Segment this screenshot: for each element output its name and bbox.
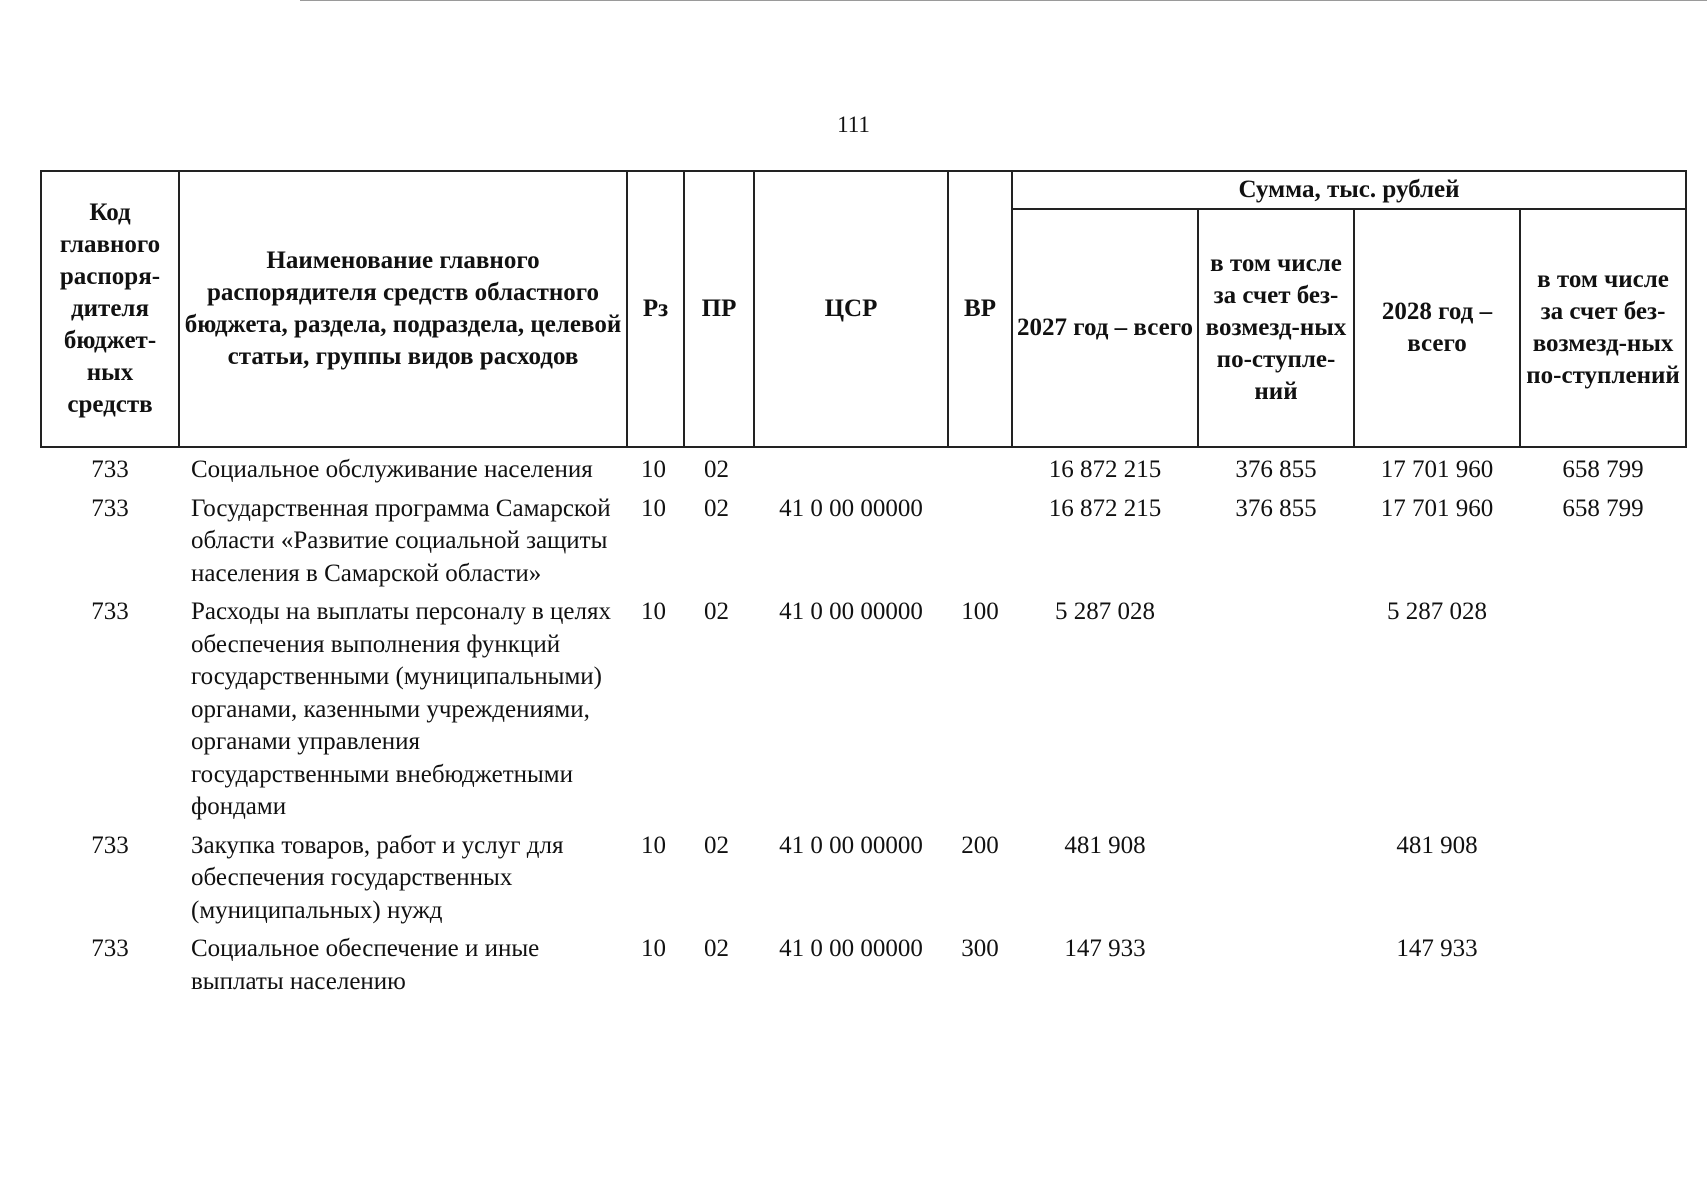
cell-rz: 10 [641, 831, 666, 859]
cell-code: 733 [91, 935, 129, 962]
cell-rz: 10 [641, 456, 666, 483]
header-vr: ВР [948, 171, 1012, 447]
table-row [41, 447, 1686, 487]
cell-2028-total: 147 933 [1396, 935, 1478, 962]
page-number: 111 [837, 112, 870, 137]
header-csr: ЦСР [754, 171, 948, 447]
cell-rz: 10 [641, 935, 666, 962]
cell-pr: 02 [704, 494, 729, 522]
cell-name: Закупка товаров, работ и услуг для обеспечения государственных (муниципальных) нужд [191, 831, 564, 924]
cell-rz: 10 [641, 494, 666, 522]
table-row [41, 824, 1686, 928]
header-code: Код главного распоря-дителя бюджет-ных средств [41, 171, 179, 447]
cell-2027-total: 16 872 215 [1048, 494, 1162, 522]
cell-name: Государственная программа Самарской области «Развитие социальной защиты населения в Самарской области» [191, 494, 611, 587]
header-2028-grants: в том числе за счет без-возмезд-ных по-ступлений [1520, 209, 1686, 447]
table-row [41, 927, 1686, 998]
cell-code: 733 [91, 598, 129, 625]
header-sum: Сумма, тыс. рублей [1012, 171, 1686, 209]
cell-2028-total: 481 908 [1396, 831, 1478, 859]
header-rz: Рз [627, 171, 684, 447]
header-2028-total: 2028 год – всего [1354, 209, 1520, 447]
cell-csr: 41 0 00 00000 [779, 935, 923, 962]
budget-table [40, 170, 1687, 998]
cell-csr: 41 0 00 00000 [779, 598, 923, 625]
scan-top-rule [300, 0, 1707, 1]
cell-rz: 10 [641, 598, 666, 625]
cell-vr: 300 [961, 935, 999, 962]
cell-2027-grants [1198, 927, 1354, 998]
cell-2028-total: 5 287 028 [1387, 598, 1487, 625]
cell-name: Расходы на выплаты персоналу в целях обеспечения выполнения функций государственными (муниципальными) органами, казенными учреждениями, органами управления государственными внебюджетными фондами [191, 598, 611, 820]
header-2027-total: 2027 год – всего [1012, 209, 1198, 447]
cell-pr: 02 [704, 456, 729, 483]
cell-2027-grants: 376 855 [1235, 494, 1317, 522]
cell-vr: 200 [961, 831, 999, 859]
cell-2028-grants: 658 799 [1562, 494, 1644, 522]
cell-vr [948, 447, 1012, 487]
cell-name: Социальное обеспечение и иные выплаты населению [191, 935, 540, 995]
table-row [41, 590, 1686, 824]
cell-2027-grants [1198, 590, 1354, 824]
cell-2027-grants: 376 855 [1235, 456, 1317, 483]
cell-2028-grants [1520, 927, 1686, 998]
cell-vr: 100 [961, 598, 999, 625]
cell-code: 733 [91, 456, 129, 483]
cell-pr: 02 [704, 598, 729, 625]
cell-pr: 02 [704, 935, 729, 962]
cell-2028-grants: 658 799 [1562, 456, 1644, 483]
cell-2027-total: 147 933 [1064, 935, 1146, 962]
cell-2028-grants [1520, 590, 1686, 824]
cell-2028-total: 17 701 960 [1380, 456, 1494, 483]
header-name: Наименование главного распорядителя средств областного бюджета, раздела, подраздела, целевой статьи, группы видов расходов [179, 171, 627, 447]
cell-2028-total: 17 701 960 [1380, 494, 1494, 522]
cell-2027-total: 5 287 028 [1055, 598, 1155, 625]
cell-code: 733 [91, 831, 129, 859]
cell-2028-grants [1520, 824, 1686, 928]
cell-vr [948, 487, 1012, 591]
header-row-1 [41, 171, 1686, 209]
cell-2027-grants [1198, 824, 1354, 928]
cell-name: Социальное обслуживание населения [191, 456, 593, 483]
table-row [41, 487, 1686, 591]
table-header [41, 171, 1686, 447]
cell-csr [754, 447, 948, 487]
cell-2027-total: 16 872 215 [1048, 456, 1162, 483]
header-pr: ПР [684, 171, 754, 447]
header-2027-grants: в том числе за счет без-возмезд-ных по-ступле-ний [1198, 209, 1354, 447]
cell-csr: 41 0 00 00000 [779, 831, 923, 859]
cell-csr: 41 0 00 00000 [779, 494, 923, 522]
cell-pr: 02 [704, 831, 729, 859]
cell-2027-total: 481 908 [1064, 831, 1146, 859]
table-body [41, 447, 1686, 998]
cell-code: 733 [91, 494, 129, 522]
